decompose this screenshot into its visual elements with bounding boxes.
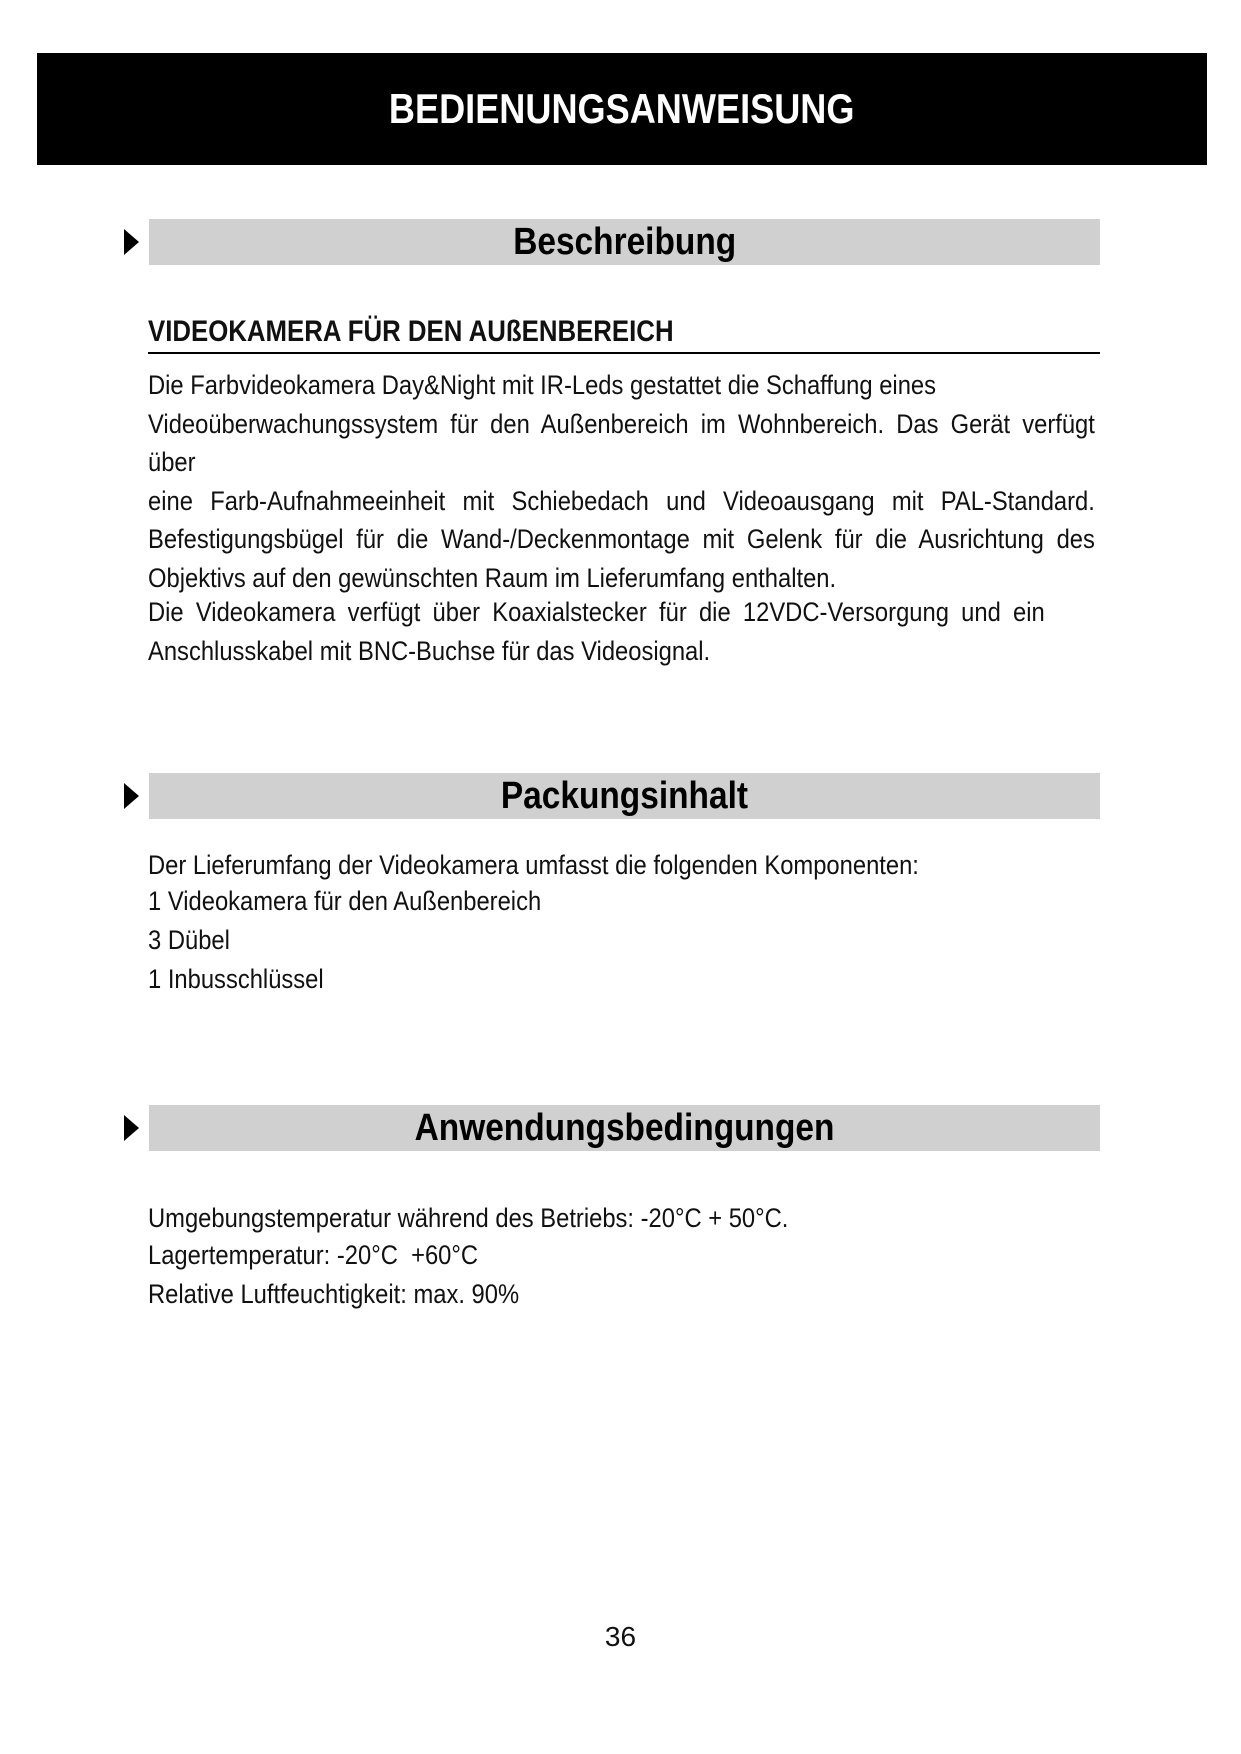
- paragraph-line: Die Farbvideokamera Day&Night mit IR-Leds gestattet die Schaffung eines: [148, 370, 937, 400]
- section-header-anwendungsbedingungen: [124, 1105, 1100, 1151]
- document-title: BEDIENUNGSANWEISUNG: [389, 85, 855, 132]
- section-header-bar: [149, 1105, 1100, 1151]
- list-item: Der Lieferumfang der Videokamera umfasst die folgenden Komponenten:: [148, 850, 919, 880]
- triangle-arrow-icon: [124, 1115, 139, 1141]
- paragraph-line: eine Farb-Aufnahmeeinheit mit Schiebedach und Videoausgang mit PAL-Standard.: [148, 485, 1095, 516]
- list-item: 3 Dübel: [148, 925, 230, 955]
- list-item: Lagertemperatur: -20°C +60°C: [148, 1240, 479, 1270]
- paragraph-line: Anschlusskabel mit BNC-Buchse für das Videosignal.: [148, 635, 711, 666]
- list-item: Umgebungstemperatur während des Betriebs: -20°C + 50°C.: [148, 1203, 789, 1233]
- description-paragraph-1: [148, 366, 1095, 597]
- paragraph-line: Befestigungsbügel für die Wand-/Deckenmontage mit Gelenk für die Ausrichtung des: [148, 524, 1095, 554]
- paragraph-line: Die Videokamera verfügt über Koaxialstecker für die 12VDC-Versorgung und ein: [148, 597, 1045, 627]
- list-item: 1 Inbusschlüssel: [148, 964, 324, 994]
- list-item: 1 Videokamera für den Außenbereich: [148, 886, 542, 916]
- triangle-arrow-icon: [124, 229, 139, 255]
- subheading-videokamera: [148, 312, 1100, 354]
- paragraph-line: Objektivs auf den gewünschten Raum im Lieferumfang enthalten.: [148, 562, 837, 593]
- operating-conditions-list: [148, 1200, 1028, 1314]
- list-item: Relative Luftfeuchtigkeit: max. 90%: [148, 1279, 520, 1309]
- section-title-beschreibung: Beschreibung: [513, 220, 736, 263]
- package-contents-list: [148, 848, 1028, 999]
- paragraph-line: Videoüberwachungssystem für den Außenbereich im Wohnbereich. Das Gerät verfügt über: [148, 408, 1095, 477]
- page-number: 36: [604, 1621, 637, 1652]
- section-header-packungsinhalt: [124, 773, 1100, 819]
- document-title-banner: [37, 53, 1207, 165]
- section-header-bar: [149, 773, 1100, 819]
- section-title-anwendungsbedingungen: Anwendungsbedingungen: [414, 1106, 835, 1149]
- section-header-beschreibung: [124, 219, 1100, 265]
- description-paragraph-2: [148, 593, 1045, 670]
- subheading-text: VIDEOKAMERA FÜR DEN AUßENBEREICH: [148, 315, 674, 348]
- triangle-arrow-icon: [124, 783, 139, 809]
- section-header-bar: [149, 219, 1100, 265]
- section-title-packungsinhalt: Packungsinhalt: [500, 774, 749, 817]
